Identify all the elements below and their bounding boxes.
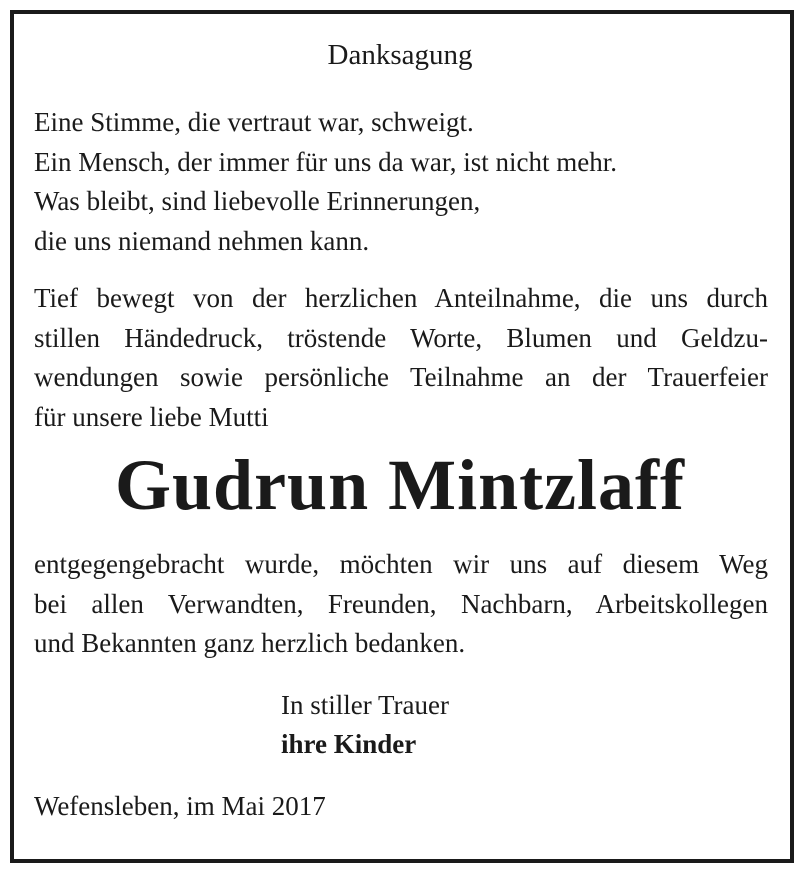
- verse-line: die uns niemand nehmen kann.: [34, 225, 370, 256]
- thanks-paragraph-2: [34, 545, 768, 664]
- paragraph-line: entgegengebracht wurde, möchten wir uns auf diesem Weg: [34, 549, 768, 579]
- paragraph-line: und Bekannten ganz herzlich bedanken.: [34, 628, 466, 658]
- notice-heading: Danksagung: [327, 39, 473, 71]
- thanks-paragraph-1: [34, 279, 768, 437]
- signoff-signature: ihre Kinder: [281, 729, 417, 759]
- deceased-name: Gudrun Mintzlaff: [114, 445, 686, 525]
- verse-line: Was bleibt, sind liebevolle Erinnerungen,: [34, 186, 481, 216]
- signoff-line: In stiller Trauer: [281, 690, 449, 720]
- memorial-verse: [34, 103, 774, 261]
- verse-line: Ein Mensch, der immer für uns da war, ist nicht mehr.: [34, 146, 618, 177]
- paragraph-line: wendungen sowie persönliche Teilnahme an der Trauerfeier: [34, 362, 768, 392]
- paragraph-line: Tief bewegt von der herzlichen Anteilnahme, die uns durch: [34, 283, 768, 313]
- paragraph-line: für unsere liebe Mutti: [34, 401, 269, 432]
- paragraph-line: bei allen Verwandten, Freunden, Nachbarn, Arbeitskollegen: [34, 588, 768, 619]
- paragraph-line: stillen Händedruck, tröstende Worte, Blumen und Geldzu-: [34, 322, 768, 353]
- signoff: [281, 686, 449, 764]
- verse-line: Eine Stimme, die vertraut war, schweigt.: [34, 107, 474, 137]
- place-date: Wefensleben, im Mai 2017: [34, 791, 326, 821]
